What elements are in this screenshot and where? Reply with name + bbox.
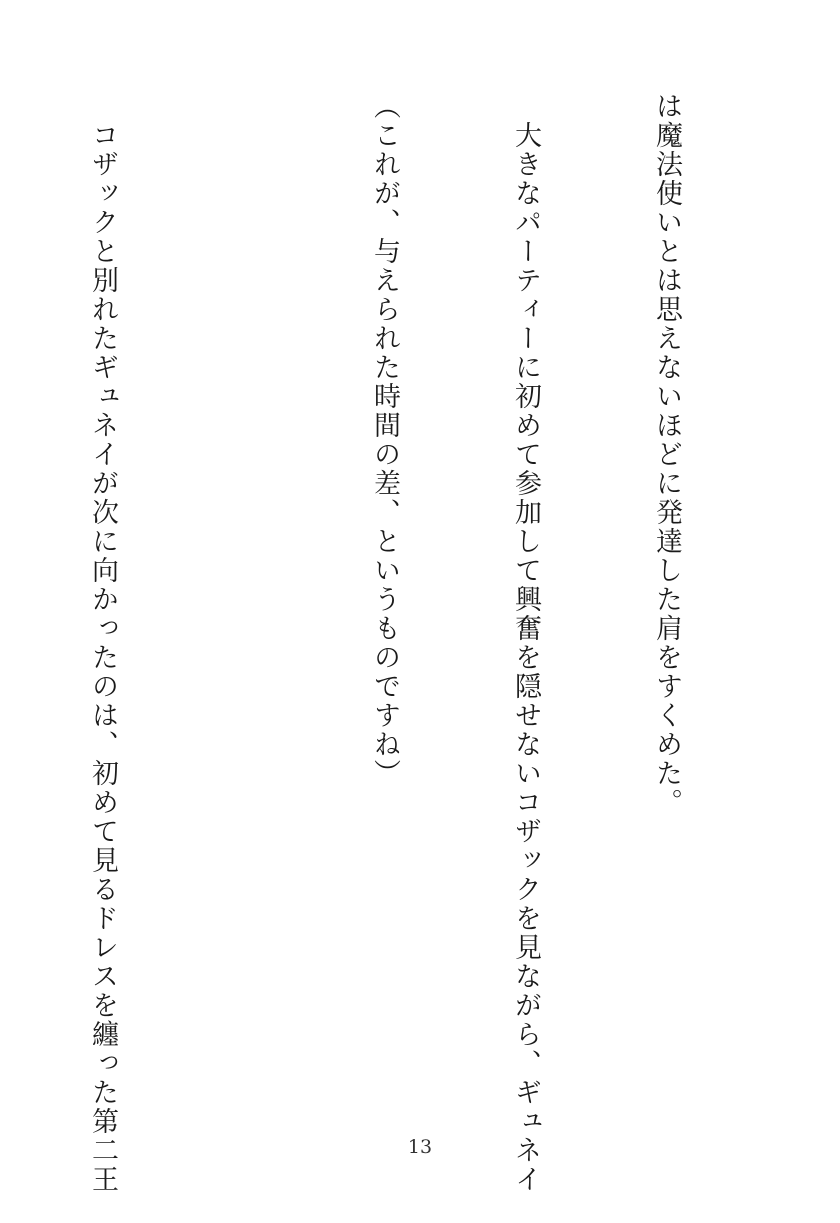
text-line: 大きなパーティーに初めて参加して興奮を隠せないコザックを見ながら、ギュネイ — [510, 92, 541, 1194]
text-line: （これが、与えられた時間の差、というものですね） — [369, 92, 400, 788]
text-line: は魔法使いとは思えないほどに発達した肩をすくめた。 — [651, 92, 682, 817]
text-line: コザックと別れたギュネイが次に向かったのは、初めて見るドレスを纏った第二王 — [87, 92, 118, 1194]
blank-line — [220, 92, 267, 1122]
page-number: 13 — [407, 1136, 433, 1158]
